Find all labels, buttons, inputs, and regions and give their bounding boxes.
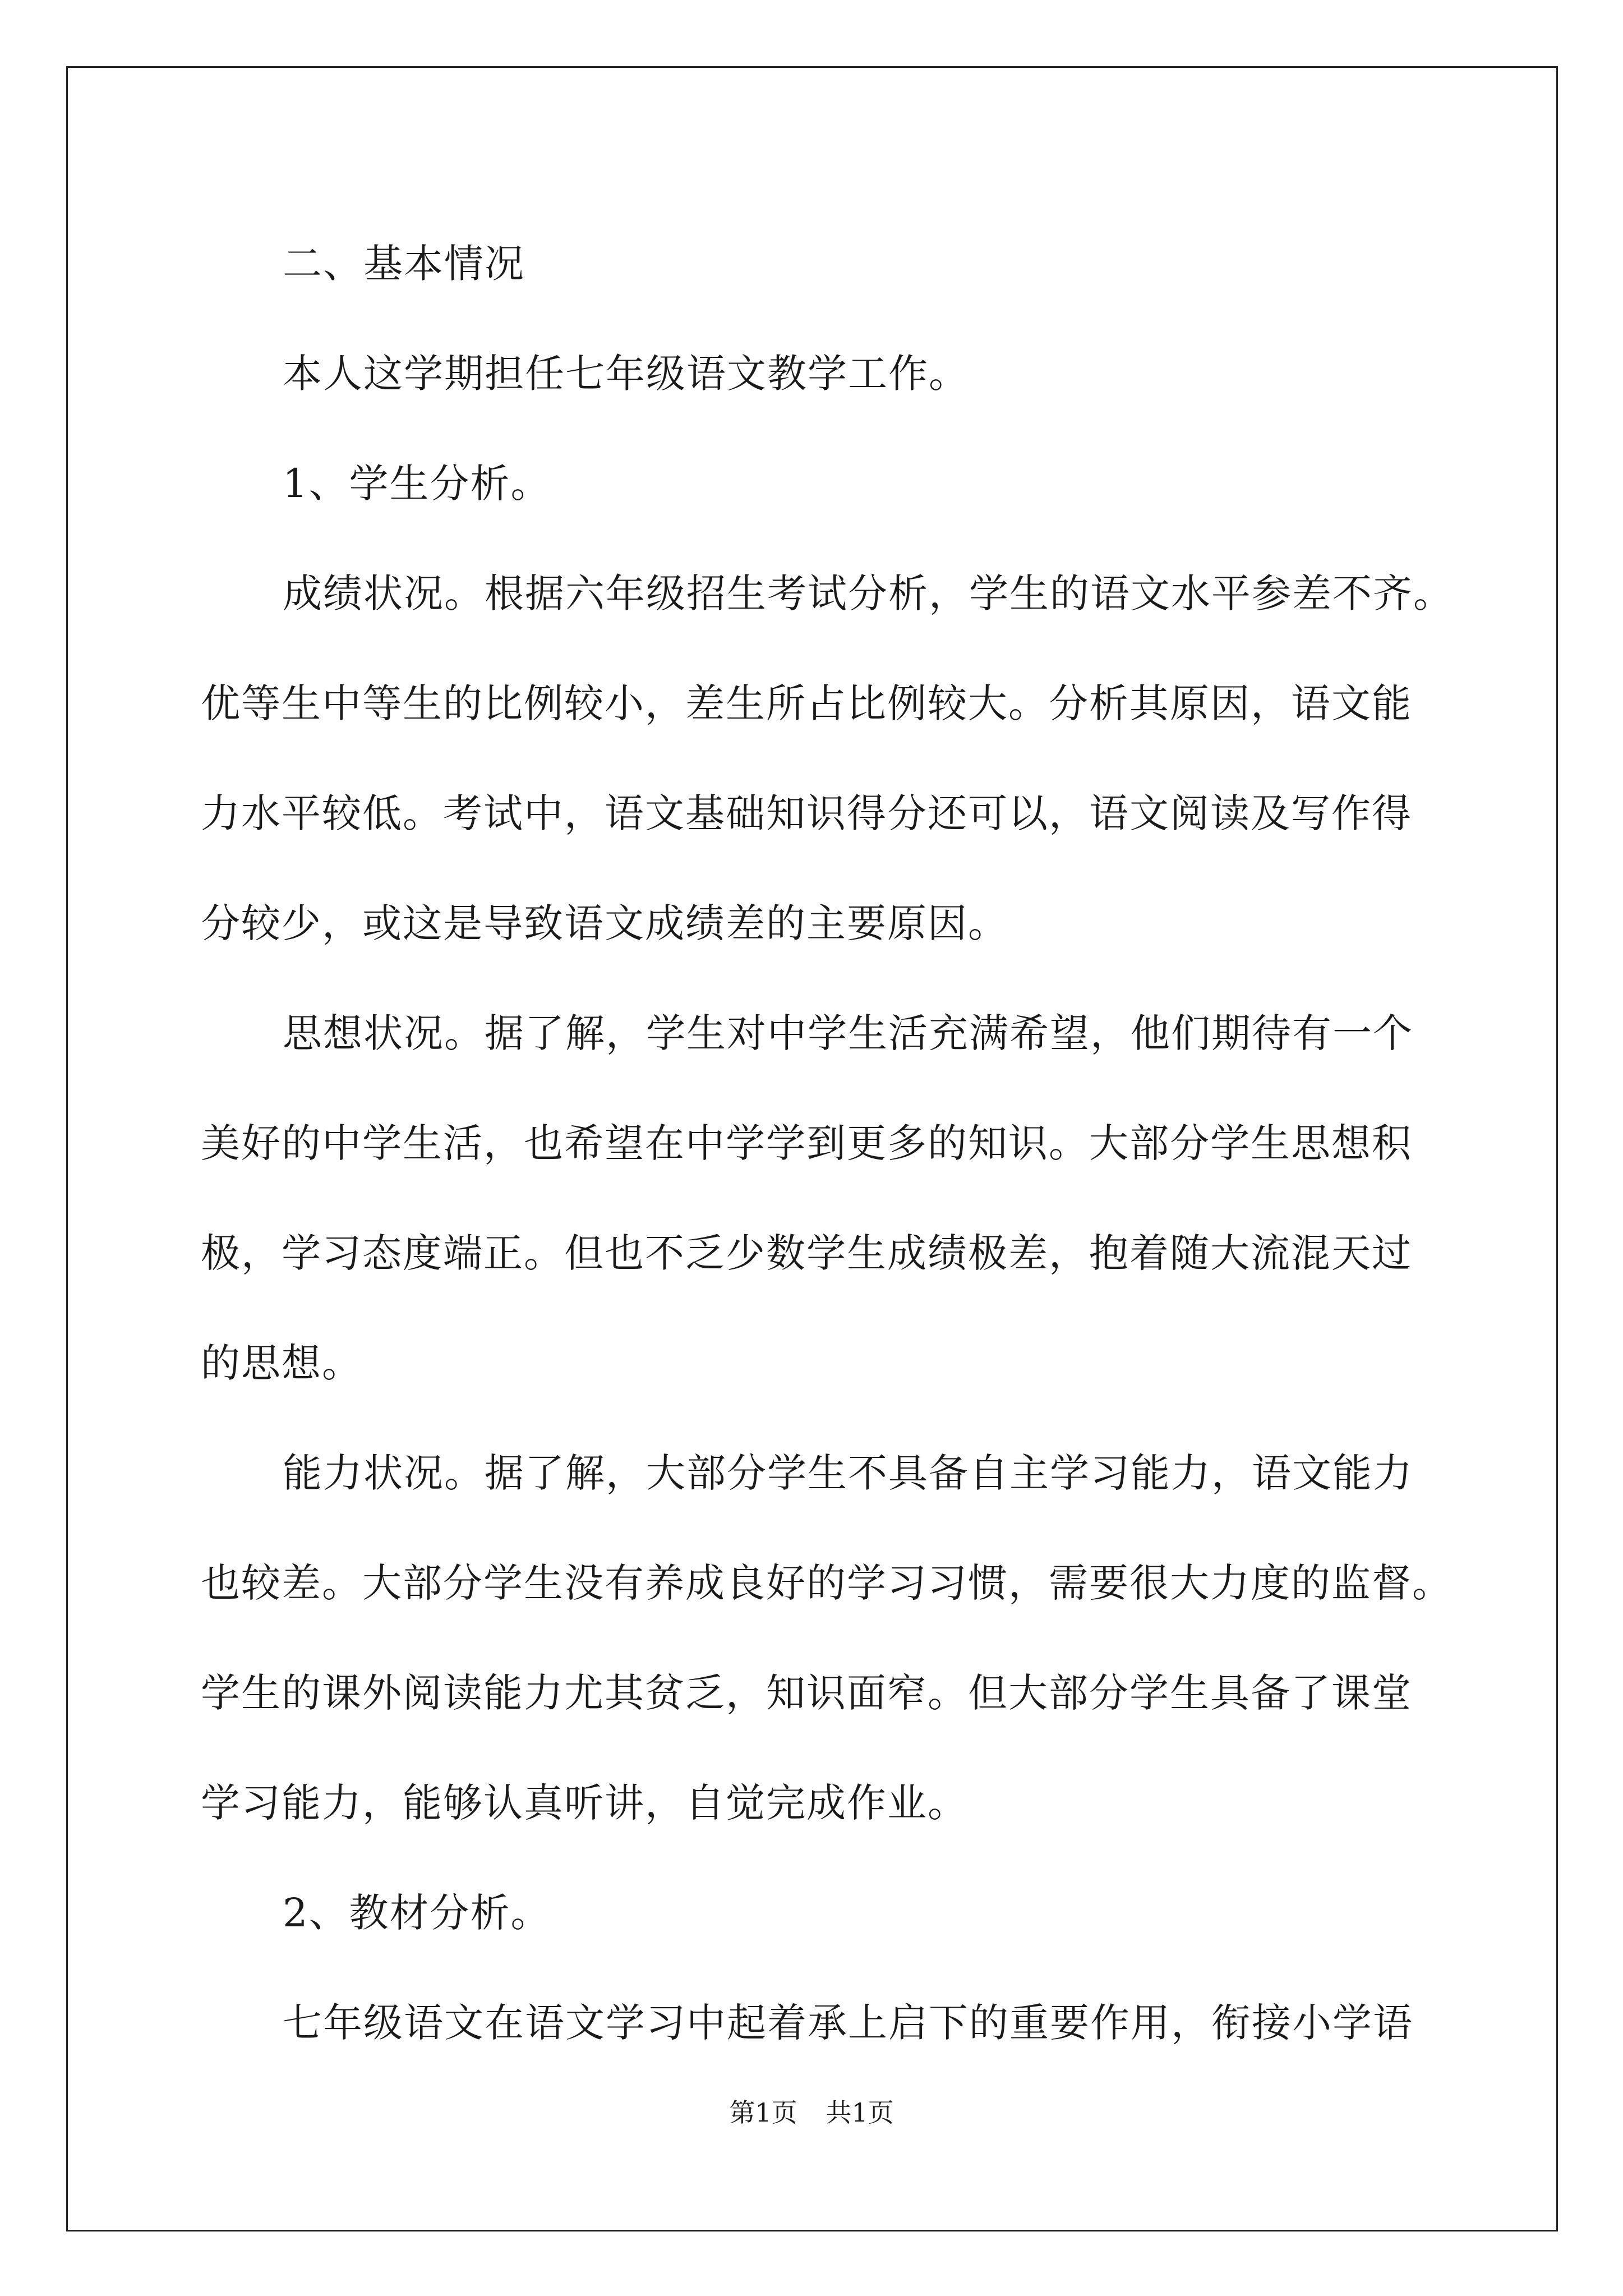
- line: 1、学生分析。: [283, 461, 551, 507]
- line: 能力状况。据了解，大部分学生不具备自主学习能力，语文能力: [283, 1450, 1413, 1496]
- line: 七年级语文在语文学习中起着承上启下的重要作用，衔接小学语: [283, 2000, 1413, 2046]
- line: 优等生中等生的比例较小，差生所占比例较大。分析其原因，语文能: [201, 680, 1412, 726]
- line: 思想状况。据了解，学生对中学生活充满希望，他们期待有一个: [283, 1010, 1413, 1056]
- page-footer: [0, 2092, 1623, 2129]
- paragraph: [201, 978, 1435, 1418]
- section-heading: [201, 209, 1435, 319]
- page-total: 共1页: [826, 2097, 894, 2128]
- line: 成绩状况。根据六年级招生考试分析，学生的语文水平参差不齐。: [283, 570, 1454, 616]
- line: 美好的中学生活，也希望在中学学到更多的知识。大部分学生思想积: [201, 1120, 1412, 1166]
- line: 学生的课外阅读能力尤其贫乏，知识面窄。但大部分学生具备了课堂: [201, 1670, 1412, 1716]
- document-body: [201, 209, 1454, 2078]
- paragraph: [201, 1968, 1435, 2078]
- page-number: 第1页: [729, 2097, 797, 2128]
- line: 力水平较低。考试中，语文基础知识得分还可以，语文阅读及写作得: [201, 790, 1412, 836]
- line: 的思想。: [201, 1340, 362, 1386]
- line: 分较少，或这是导致语文成绩差的主要原因。: [201, 900, 1008, 946]
- subsection-heading: [201, 1858, 1435, 1968]
- line: 学习能力，能够认真听讲，自觉完成作业。: [201, 1780, 968, 1826]
- line: 极，学习态度端正。但也不乏少数学生成绩极差，抱着随大流混天过: [201, 1230, 1412, 1276]
- paragraph: [201, 1418, 1453, 1858]
- line: 也较差。大部分学生没有养成良好的学习习惯，需要很大力度的监督。: [201, 1560, 1453, 1606]
- paragraph: [201, 539, 1454, 978]
- line: 2、教材分析。: [283, 1890, 551, 1936]
- line: 二、基本情况: [283, 241, 525, 287]
- paragraph: [201, 319, 1435, 429]
- line: 本人这学期担任七年级语文教学工作。: [283, 351, 969, 397]
- subsection-heading: [201, 429, 1435, 539]
